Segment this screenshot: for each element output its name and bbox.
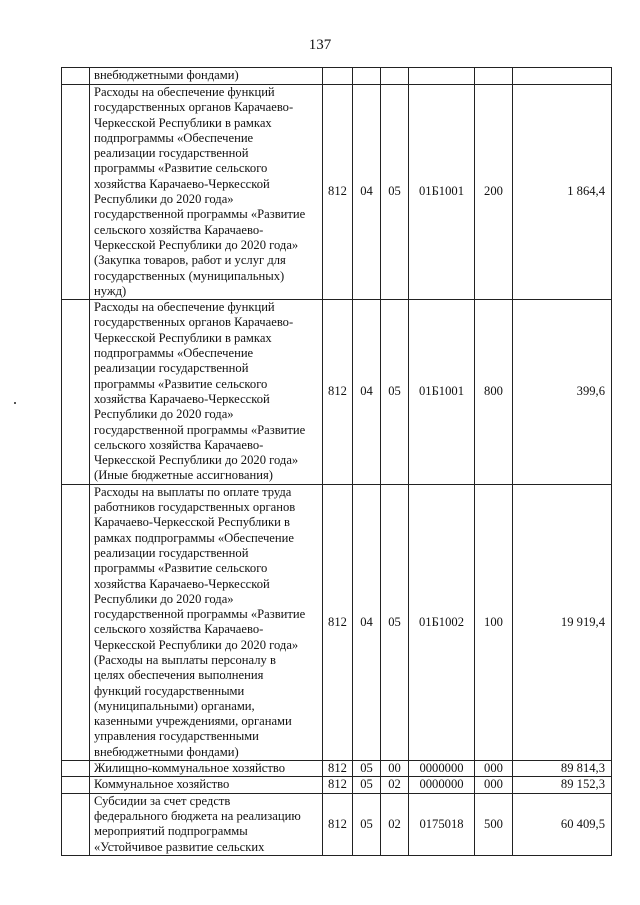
row-gr-cell bbox=[323, 68, 353, 85]
row-vr-cell: 100 bbox=[475, 484, 513, 760]
row-name-text: Субсидии за счет средств федерального бюджета на реализацию мероприятий подпрограммы «Устойчивое развитие сельских bbox=[94, 793, 301, 854]
row-name-text: внебюджетными фондами) bbox=[94, 68, 239, 82]
row-blank-cell bbox=[62, 484, 90, 760]
row-sum-cell bbox=[513, 68, 612, 85]
row-vr-cell: 200 bbox=[475, 85, 513, 300]
row-name-text: Расходы на обеспечение функций государственных органов Карачаево- Черкесской Республики в рамках подпрограммы «Обеспечение реализации государственной программы «Развитие сельского хозяйства Карачаево-Черкесской Республики до 2020 года» государственной программы «Развитие сельского хозяйства Карачаево- Черкесской Республики до 2020 года» (Закупка товаров, работ и услуг для государственных (муниципальных) нужд) bbox=[94, 85, 306, 298]
row-vr-cell: 800 bbox=[475, 300, 513, 485]
table-row bbox=[62, 793, 612, 855]
row-pr-cell: 00 bbox=[381, 761, 409, 777]
table-row bbox=[62, 300, 612, 485]
row-pr-cell: 05 bbox=[381, 484, 409, 760]
row-rz-cell: 04 bbox=[353, 300, 381, 485]
row-name-cell bbox=[90, 85, 323, 300]
page-number: 137 bbox=[308, 37, 332, 53]
row-gr-cell: 812 bbox=[323, 777, 353, 793]
row-vr-cell bbox=[475, 68, 513, 85]
table-row bbox=[62, 484, 612, 760]
row-sum-cell: 60 409,5 bbox=[513, 793, 612, 855]
row-blank-cell bbox=[62, 793, 90, 855]
row-cs-cell: 01Б1001 bbox=[409, 300, 475, 485]
row-cs-cell: 0000000 bbox=[409, 761, 475, 777]
row-gr-cell: 812 bbox=[323, 300, 353, 485]
row-rz-cell: 04 bbox=[353, 85, 381, 300]
row-name-cell bbox=[90, 793, 323, 855]
row-cs-cell: 01Б1002 bbox=[409, 484, 475, 760]
row-vr-cell: 000 bbox=[475, 777, 513, 793]
row-pr-cell: 02 bbox=[381, 777, 409, 793]
row-vr-cell: 500 bbox=[475, 793, 513, 855]
row-name-cell bbox=[90, 761, 323, 777]
table-row bbox=[62, 68, 612, 85]
row-blank-cell bbox=[62, 300, 90, 485]
row-rz-cell: 04 bbox=[353, 484, 381, 760]
row-gr-cell: 812 bbox=[323, 484, 353, 760]
row-sum-cell: 89 152,3 bbox=[513, 777, 612, 793]
table-row bbox=[62, 761, 612, 777]
row-name-cell bbox=[90, 300, 323, 485]
row-sum-cell: 399,6 bbox=[513, 300, 612, 485]
row-pr-cell bbox=[381, 68, 409, 85]
table-row bbox=[62, 85, 612, 300]
row-sum-cell: 89 814,3 bbox=[513, 761, 612, 777]
row-name-cell bbox=[90, 484, 323, 760]
row-blank-cell bbox=[62, 777, 90, 793]
row-rz-cell: 05 bbox=[353, 793, 381, 855]
row-blank-cell bbox=[62, 761, 90, 777]
row-vr-cell: 000 bbox=[475, 761, 513, 777]
row-pr-cell: 02 bbox=[381, 793, 409, 855]
row-name-text: Расходы на обеспечение функций государственных органов Карачаево- Черкесской Республики в рамках подпрограммы «Обеспечение реализации государственной программы «Развитие сельского хозяйства Карачаево-Черкесской Республики до 2020 года» государственной программы «Развитие сельского хозяйства Карачаево- Черкесской Республики до 2020 года» (Иные бюджетные ассигнования) bbox=[94, 300, 306, 483]
row-cs-cell: 01Б1001 bbox=[409, 85, 475, 300]
row-rz-cell: 05 bbox=[353, 777, 381, 793]
row-sum-cell: 19 919,4 bbox=[513, 484, 612, 760]
row-blank-cell bbox=[62, 68, 90, 85]
row-name-cell bbox=[90, 68, 323, 85]
row-rz-cell: 05 bbox=[353, 761, 381, 777]
row-name-text: Жилищно-коммунальное хозяйство bbox=[94, 761, 286, 776]
row-rz-cell bbox=[353, 68, 381, 85]
row-pr-cell: 05 bbox=[381, 85, 409, 300]
row-gr-cell: 812 bbox=[323, 793, 353, 855]
scan-speck bbox=[14, 402, 16, 404]
row-cs-cell bbox=[409, 68, 475, 85]
table-row bbox=[62, 777, 612, 793]
row-name-text: Коммунальное хозяйство bbox=[94, 777, 230, 792]
row-name-cell bbox=[90, 777, 323, 793]
budget-table bbox=[61, 67, 612, 856]
row-sum-cell: 1 864,4 bbox=[513, 85, 612, 300]
row-gr-cell: 812 bbox=[323, 85, 353, 300]
row-cs-cell: 0000000 bbox=[409, 777, 475, 793]
row-blank-cell bbox=[62, 85, 90, 300]
row-cs-cell: 0175018 bbox=[409, 793, 475, 855]
row-gr-cell: 812 bbox=[323, 761, 353, 777]
row-pr-cell: 05 bbox=[381, 300, 409, 485]
row-name-text: Расходы на выплаты по оплате труда работников государственных органов Карачаево-Черкесской Республики в рамках подпрограммы «Обеспечение реализации государственной программы «Развитие сельского хозяйства Карачаево-Черкесской Республики до 2020 года» государственной программы «Развитие сельского хозяйства Карачаево- Черкесской Республики до 2020 года» (Расходы на выплаты персоналу в целях обеспечения выполнения функций государственными (муниципальными) органами, казенными учреждениями, органами управления государственными внебюджетными фондами) bbox=[94, 484, 306, 759]
